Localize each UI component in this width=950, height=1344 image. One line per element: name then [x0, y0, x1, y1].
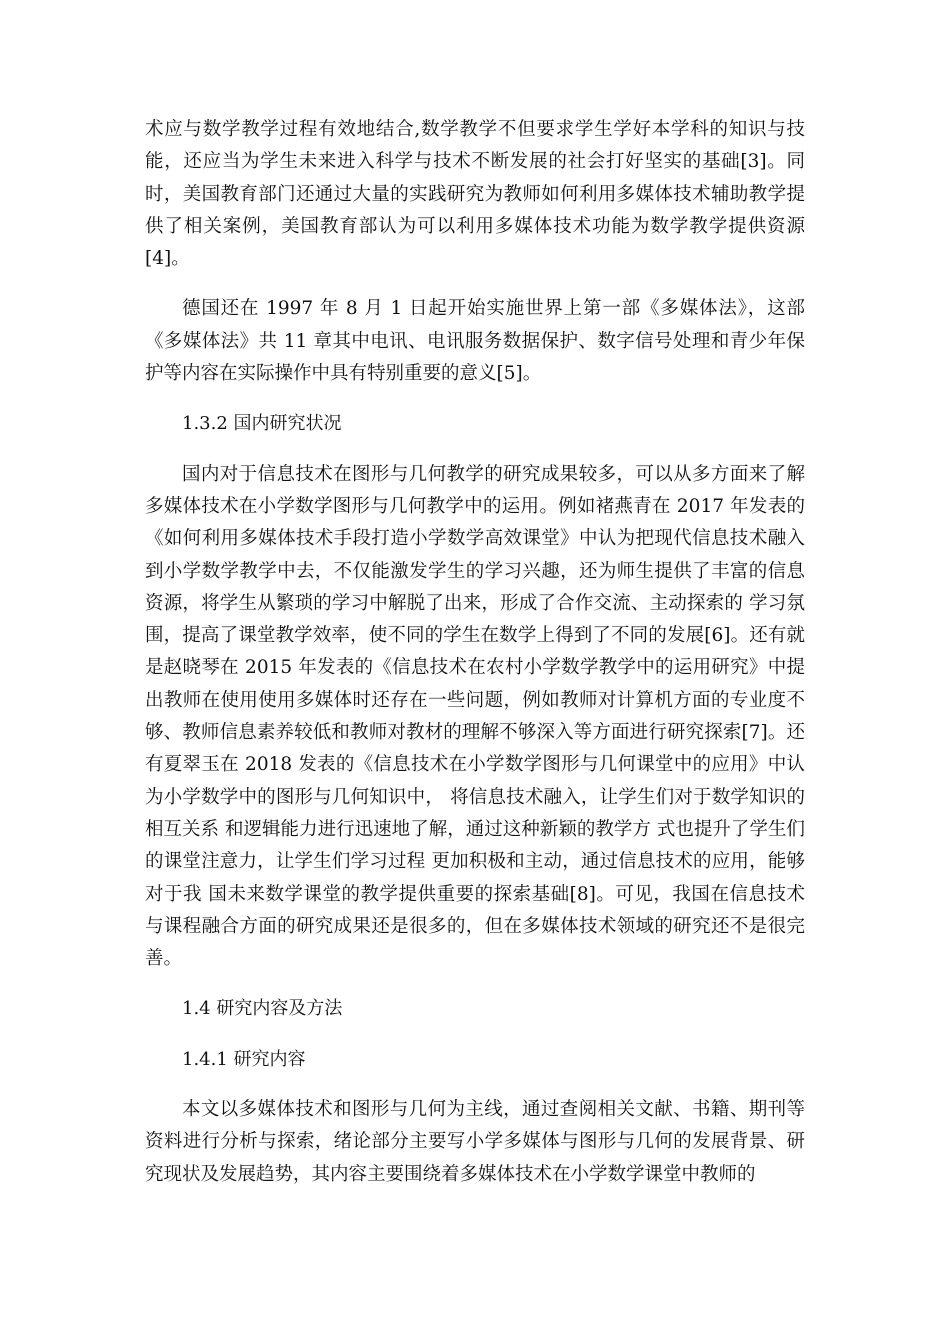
paragraph-research-content: 本文以多媒体技术和图形与几何为主线，通过查阅相关文献、书籍、期刊等资料进行分析与探索，绪论部分主要写小学多媒体与图形与几何的发展背景、研究现状及发展趋势，其内容主要围绕着多媒体技术在小学数学课堂中教师的	[145, 1099, 805, 1185]
paragraph-germany-multimedia-law: 德国还在 1997 年 8 月 1 日起开始实施世界上第一部《多媒体法》，这部《多媒体法》共 11 章其中电讯、电讯服务数据保护、数字信号处理和青少年保护等内容在实际操作中具有特别重要的意义[5]。	[145, 298, 805, 385]
section-heading-1-4-1: 1.4.1 研究内容	[182, 1048, 306, 1070]
paragraph-domestic-research: 国内对于信息技术在图形与几何教学的研究成果较多，可以从多方面来了解多媒体技术在小学数学图形与几何教学中的运用。例如褚燕青在 2017 年发表的《如何利用多媒体技术手段打造小学数学高效课堂》中认为把现代信息技术融入到小学数学教学中去，不仅能激发学生的学习兴趣，还为师生提供了丰富的信息资源，将学生从繁琐的学习中解脱了出来，形成了合作交流、主动探索的 学习氛围，提高了课堂教学效率，使不同的学生在数学上得到了不同的发展[6]。还有就是赵晓琴在 2015 年发表的《信息技术在农村小学数学教学中的运用研究》中提出教师在使用使用多媒体时还存在一些问题，例如教师对计算机方面的专业度不够、教师信息素养较低和教师对教材的理解不够深入等方面进行研究探索[7]。还有夏翠玉在 2018 发表的《信息技术在小学数学图形与几何课堂中的应用》中认为小学数学中的图形与几何知识中， 将信息技术融入，让学生们对于数学知识的相互关系 和逻辑能力进行迅速地了解，通过这种新颖的教学方 式也提升了学生们的课堂注意力，让学生们学习过程 更加积极和主动，通过信息技术的应用，能够对于我 国未来数学课堂的教学提供重要的探索基础[8]。可见，我国在信息技术与课程融合方面的研究成果还是很多的，但在多媒体技术领域的研究还不是很完善。	[145, 463, 805, 970]
document-page	[145, 114, 805, 1209]
paragraph-us-research-continued: 术应与数学教学过程有效地结合,数学教学不但要求学生学好本学科的知识与技能，还应当为学生未来进入科学与技术不断发展的社会打好坚实的基础[3]。同时，美国教育部门还通过大量的实践研究为教师如何利用多媒体技术辅助教学提供了相关案例，美国教育部认为可以利用多媒体技术功能为数学教学提供资源[4]。	[145, 119, 805, 270]
section-heading-1-4: 1.4 研究内容及方法	[182, 998, 343, 1020]
section-heading-1-3-2: 1.3.2 国内研究状况	[182, 413, 342, 435]
